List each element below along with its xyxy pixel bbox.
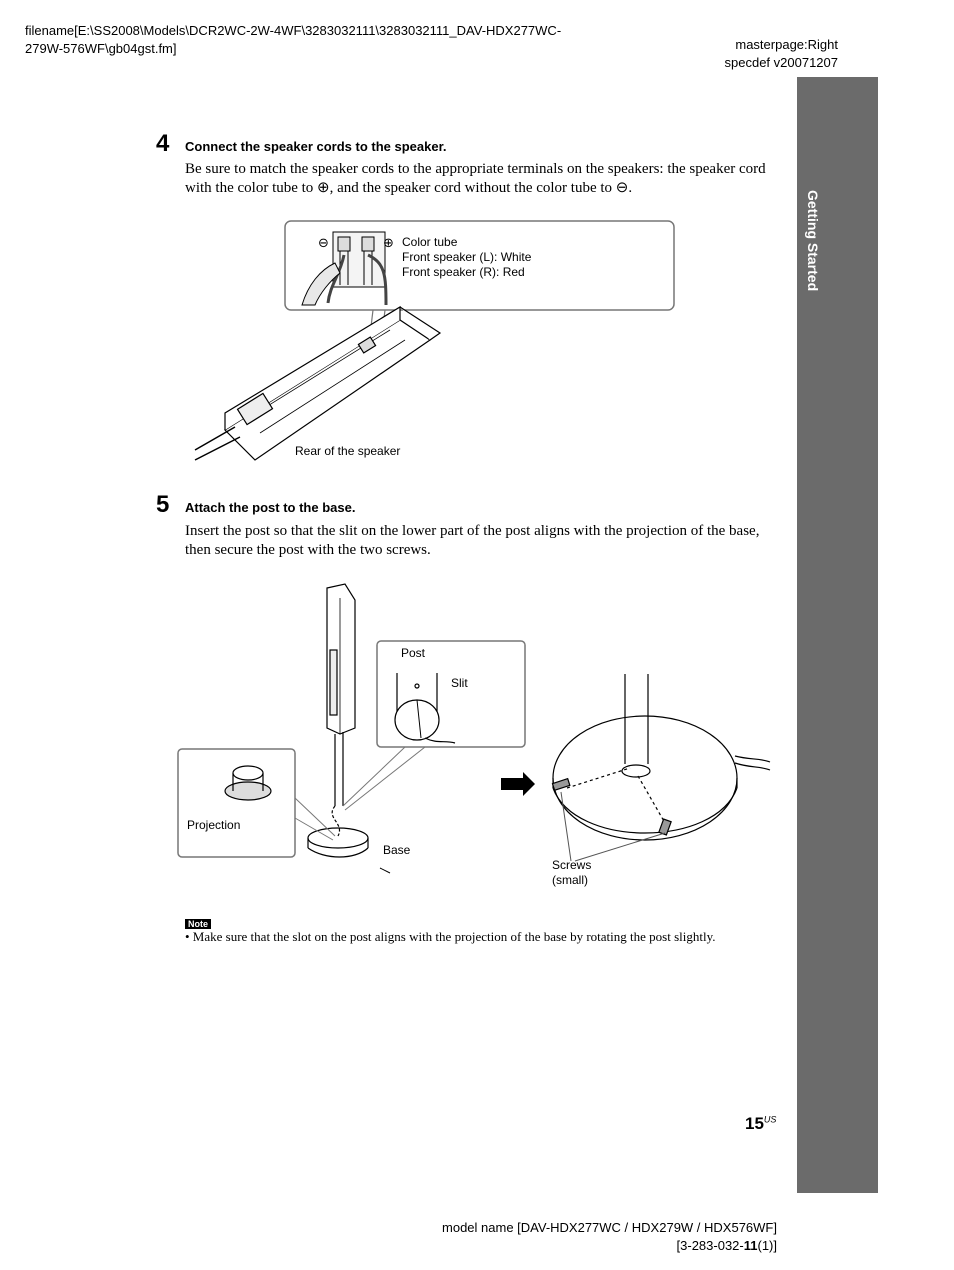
- base-with-screws: [552, 674, 770, 840]
- masterpage-header: [700, 36, 838, 72]
- step-4-body-line2: with the color tube to ⊕, and the speaker cord without the color tube to ⊖.: [185, 180, 633, 196]
- footer: [380, 1219, 777, 1255]
- page-number: [745, 1114, 776, 1134]
- minus-symbol: ⊖: [318, 236, 329, 251]
- projection-callout-box: [178, 749, 295, 857]
- page-number-value: 15: [745, 1114, 764, 1133]
- screws-label-line2: (small): [552, 873, 588, 887]
- filename-line1: filename[E:\SS2008\Models\DCR2WC-2W-4WF\3283032111\3283032111_DAV-HDX277WC-: [25, 23, 562, 38]
- rear-of-speaker-label: Rear of the speaker: [295, 444, 401, 458]
- side-tab-text: Getting Started: [805, 190, 821, 292]
- color-tube-label: Color tube: [402, 235, 458, 249]
- step-4-number: 4: [156, 130, 170, 157]
- filename-line2: 279W-576WF\gb04gst.fm]: [25, 41, 177, 56]
- front-left-label: Front speaker (L): White: [402, 250, 532, 264]
- step-5-body-line2: then secure the post with the two screws.: [185, 542, 431, 558]
- footer-code-prefix: [3-283-032-: [676, 1238, 744, 1253]
- page-number-suffix: US: [763, 1114, 777, 1125]
- note-badge: Note: [185, 919, 211, 929]
- screws-label-line1: Screws: [552, 858, 592, 872]
- step-5-title: Attach the post to the base.: [185, 500, 356, 515]
- footer-code: [380, 1237, 777, 1255]
- step-5-body-line1: Insert the post so that the slit on the lower part of the post aligns with the projection of the base,: [185, 523, 760, 539]
- right-arrow-icon: [501, 772, 535, 796]
- step-5-body: [185, 522, 785, 560]
- slit-label: Slit: [451, 676, 468, 690]
- note-text: • Make sure that the slot on the post aligns with the projection of the base by rotating the post slightly.: [185, 929, 716, 944]
- side-tab-label: [797, 190, 831, 320]
- projection-label: Projection: [187, 818, 241, 832]
- front-right-label: Front speaker (R): Red: [402, 265, 525, 279]
- step-4-body: [185, 160, 785, 198]
- screws-label: [552, 858, 591, 888]
- filename-header: [25, 22, 561, 58]
- post-label: Post: [401, 646, 426, 660]
- masterpage-label: masterpage:Right: [735, 37, 838, 52]
- specdef-label: specdef v20071207: [724, 55, 838, 70]
- post-base-figure: [175, 578, 775, 888]
- post-callout-pointer: [343, 747, 425, 810]
- footer-code-bold: 11: [743, 1238, 758, 1253]
- footer-model-name: model name [DAV-HDX277WC / HDX279W / HDX576WF]: [442, 1220, 777, 1235]
- step-4-body-line1: Be sure to match the speaker cords to the appropriate terminals on the speakers: the speaker cord: [185, 161, 766, 177]
- plus-symbol: ⊕: [383, 236, 394, 251]
- footer-code-suffix: (1)]: [757, 1238, 777, 1253]
- speaker-rear-body: [195, 307, 440, 460]
- color-tube-label-text: [402, 235, 531, 280]
- step-5-number: 5: [156, 491, 170, 518]
- base-label: Base: [383, 843, 411, 857]
- step-4-title: Connect the speaker cords to the speaker.: [185, 139, 447, 154]
